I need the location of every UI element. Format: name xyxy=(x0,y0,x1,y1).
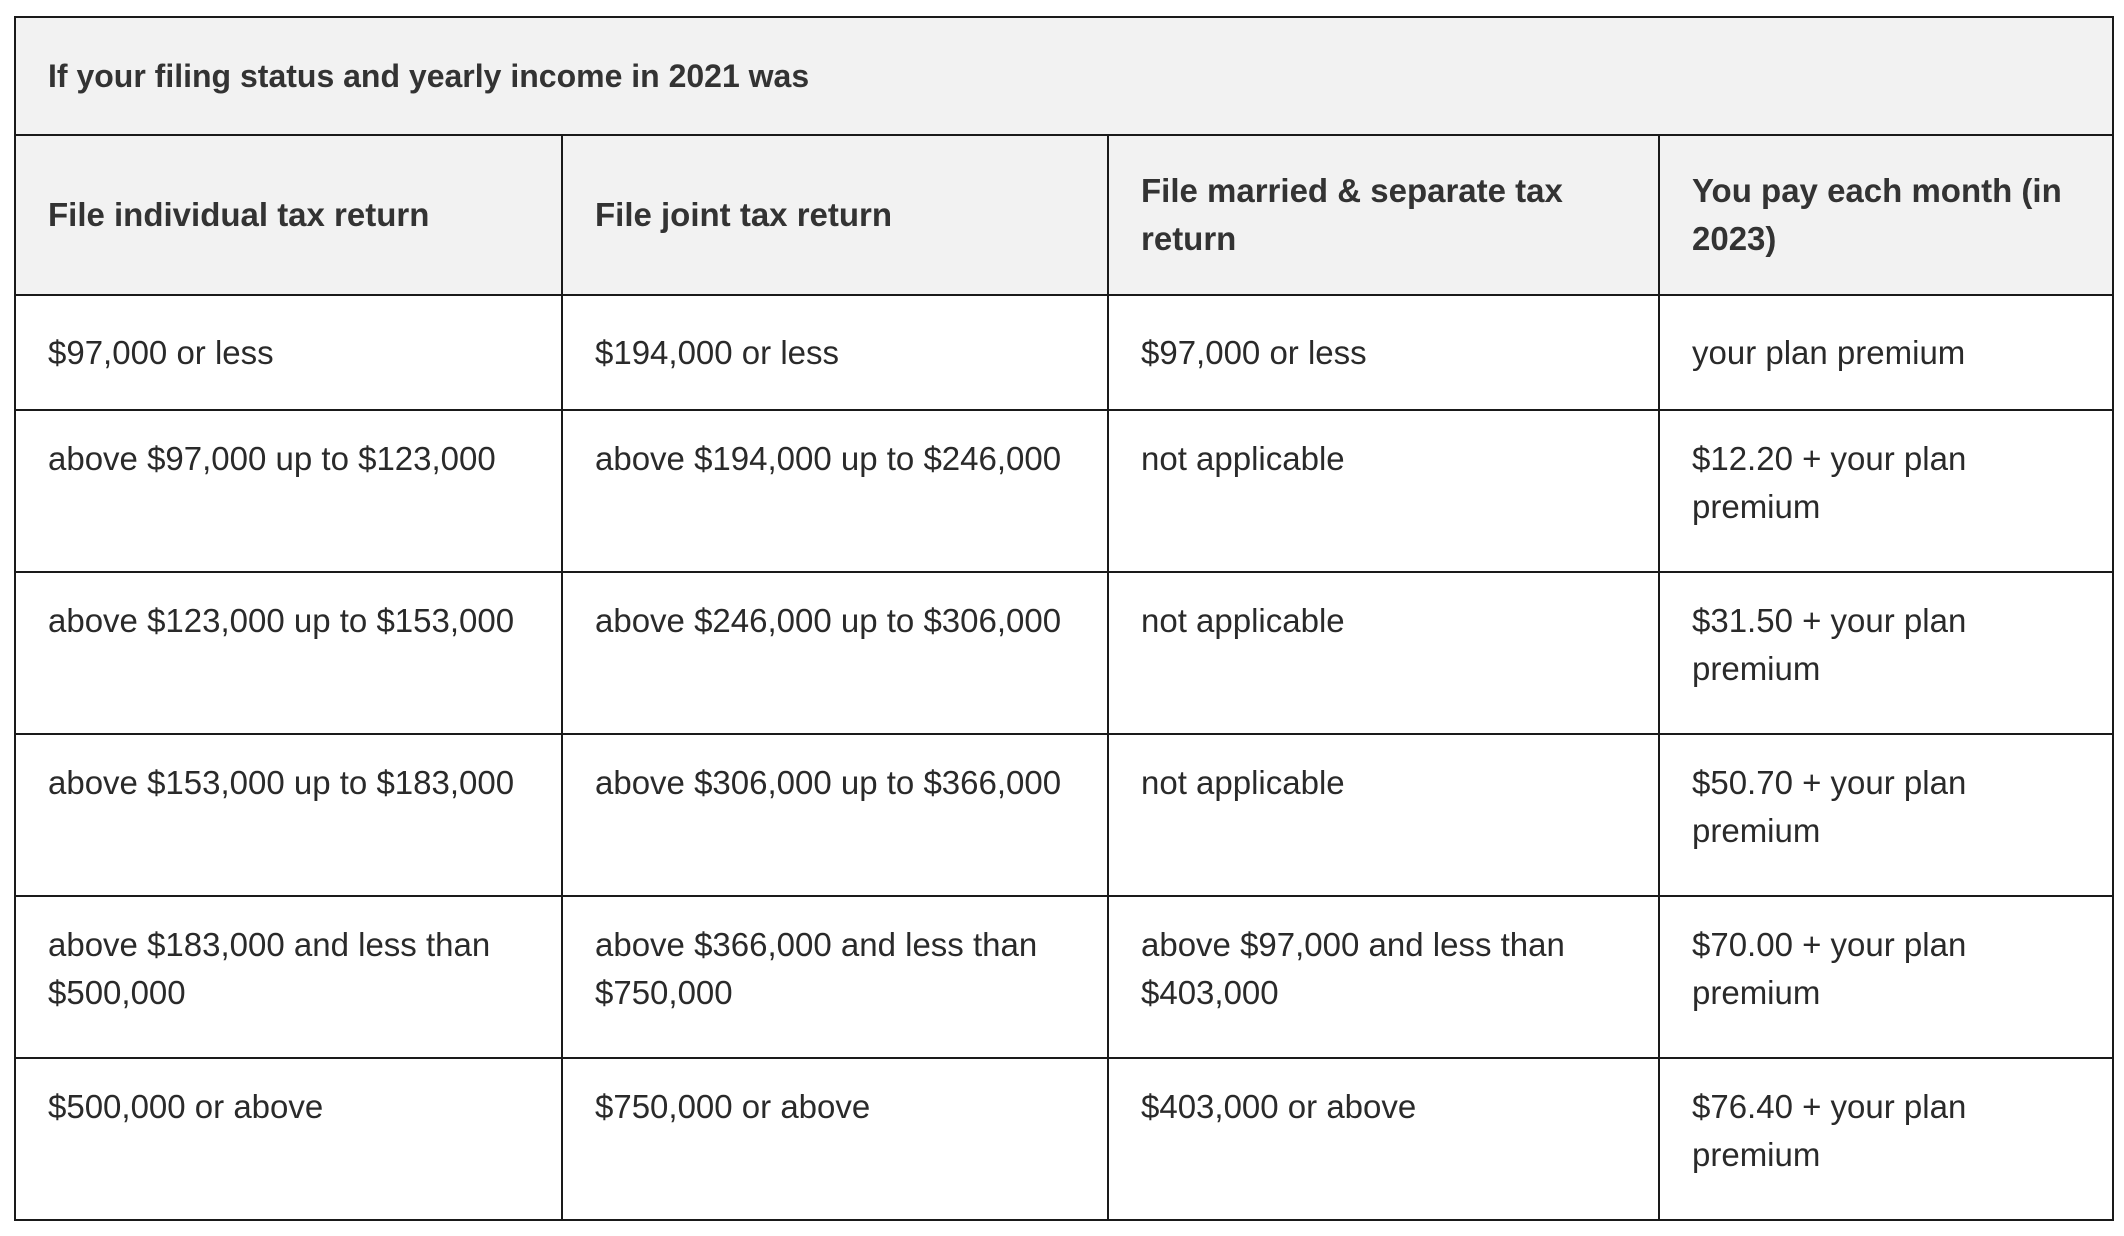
table-cell: $500,000 or above xyxy=(15,1058,562,1220)
table-cell: above $183,000 and less than $500,000 xyxy=(15,896,562,1058)
income-premium-table xyxy=(14,16,2114,1221)
table-cell: above $123,000 up to $153,000 xyxy=(15,572,562,734)
table-cell: $50.70 + your plan premium xyxy=(1659,734,2113,896)
table-cell: $97,000 or less xyxy=(15,295,562,410)
table-cell: $194,000 or less xyxy=(562,295,1108,410)
table-cell: above $246,000 up to $306,000 xyxy=(562,572,1108,734)
table-cell: above $306,000 up to $366,000 xyxy=(562,734,1108,896)
table-cell: not applicable xyxy=(1108,734,1659,896)
table-caption-row xyxy=(15,17,2113,135)
table-row xyxy=(15,410,2113,572)
column-header-monthly-payment: You pay each month (in 2023) xyxy=(1659,135,2113,295)
column-header-married-separate: File married & separate tax return xyxy=(1108,135,1659,295)
table-cell: not applicable xyxy=(1108,572,1659,734)
table-cell: above $366,000 and less than $750,000 xyxy=(562,896,1108,1058)
table-header-row xyxy=(15,135,2113,295)
table-row xyxy=(15,734,2113,896)
table-cell: not applicable xyxy=(1108,410,1659,572)
table-cell: your plan premium xyxy=(1659,295,2113,410)
table-cell: $76.40 + your plan premium xyxy=(1659,1058,2113,1220)
table-caption: If your filing status and yearly income in 2021 was xyxy=(15,17,2113,135)
table-cell: above $153,000 up to $183,000 xyxy=(15,734,562,896)
income-premium-table-container xyxy=(14,16,2112,1221)
table-cell: $97,000 or less xyxy=(1108,295,1659,410)
table-cell: $31.50 + your plan premium xyxy=(1659,572,2113,734)
table-row xyxy=(15,896,2113,1058)
table-row xyxy=(15,295,2113,410)
table-cell: $403,000 or above xyxy=(1108,1058,1659,1220)
table-row xyxy=(15,1058,2113,1220)
table-cell: above $194,000 up to $246,000 xyxy=(562,410,1108,572)
table-row xyxy=(15,572,2113,734)
column-header-joint: File joint tax return xyxy=(562,135,1108,295)
table-cell: $750,000 or above xyxy=(562,1058,1108,1220)
column-header-individual: File individual tax return xyxy=(15,135,562,295)
table-cell: $70.00 + your plan premium xyxy=(1659,896,2113,1058)
table-cell: above $97,000 and less than $403,000 xyxy=(1108,896,1659,1058)
table-cell: $12.20 + your plan premium xyxy=(1659,410,2113,572)
table-cell: above $97,000 up to $123,000 xyxy=(15,410,562,572)
